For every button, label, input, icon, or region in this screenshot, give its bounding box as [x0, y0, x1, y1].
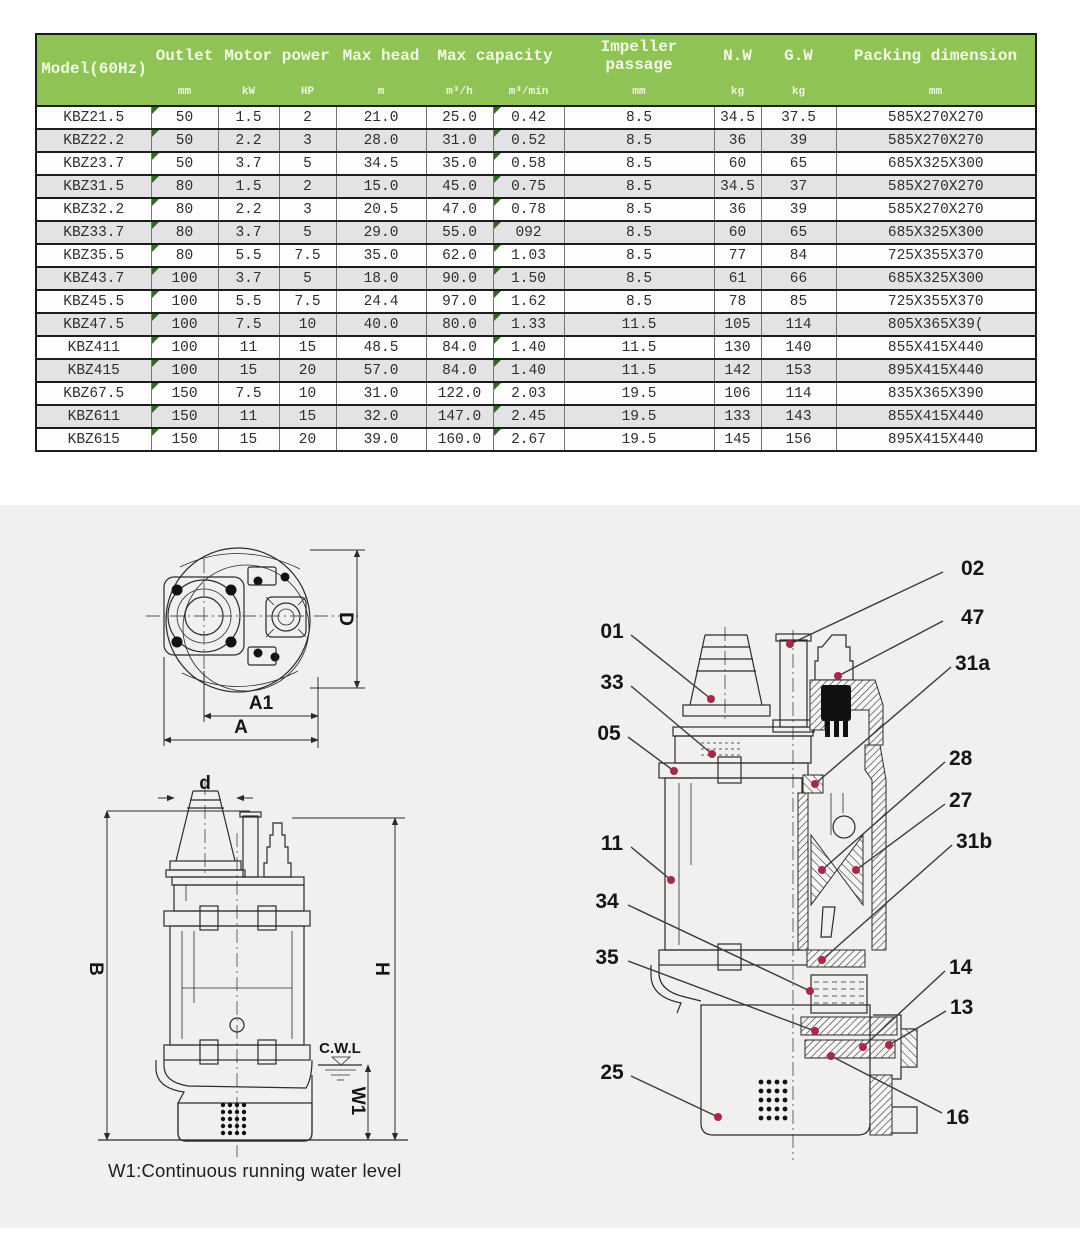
col-header-model: Model(60Hz)	[36, 34, 151, 106]
table-cell: 143	[761, 405, 836, 428]
table-cell: 15.0	[336, 175, 426, 198]
table-cell: 8.5	[564, 244, 714, 267]
table-cell: 77	[714, 244, 761, 267]
oil-chamber-hatch	[814, 982, 864, 1003]
table-cell: 65	[761, 152, 836, 175]
spec-table-section	[35, 33, 1035, 452]
unit-outlet: mm	[151, 79, 218, 106]
table-cell: 5	[279, 152, 336, 175]
table-cell: 34.5	[714, 106, 761, 129]
table-cell: 29.0	[336, 221, 426, 244]
table-cell: 100	[151, 359, 218, 382]
table-cell: 7.5	[279, 244, 336, 267]
table-cell: 40.0	[336, 313, 426, 336]
table-cell: 11.5	[564, 313, 714, 336]
table-cell: 84.0	[426, 359, 493, 382]
table-cell: 122.0	[426, 382, 493, 405]
part-label-25: 25	[600, 1061, 624, 1084]
table-cell: 0.52	[493, 129, 564, 152]
part-label-13: 13	[950, 996, 974, 1019]
table-cell: 57.0	[336, 359, 426, 382]
table-cell: 19.5	[564, 382, 714, 405]
table-row	[36, 428, 1036, 451]
table-cell: 36	[714, 198, 761, 221]
unit-gw: kg	[761, 79, 836, 106]
table-cell: 11.5	[564, 359, 714, 382]
part-label-11: 11	[600, 832, 624, 855]
table-row	[36, 382, 1036, 405]
table-cell: 100	[151, 336, 218, 359]
table-cell: 55.0	[426, 221, 493, 244]
table-cell: 0.58	[493, 152, 564, 175]
table-row	[36, 267, 1036, 290]
water-level-caption: W1:Continuous running water level	[108, 1160, 402, 1181]
table-cell: 855X415X440	[836, 405, 1036, 428]
unit-kw: kW	[218, 79, 279, 106]
table-cell: 7.5	[218, 382, 279, 405]
table-cell: 20	[279, 359, 336, 382]
unit-head: m	[336, 79, 426, 106]
table-cell: 150	[151, 405, 218, 428]
table-cell: 895X415X440	[836, 359, 1036, 382]
table-cell: 10	[279, 313, 336, 336]
table-cell: 60	[714, 152, 761, 175]
table-cell: KBZ32.2	[36, 198, 151, 221]
table-cell: 84	[761, 244, 836, 267]
table-cell: 97.0	[426, 290, 493, 313]
table-cell: 0.42	[493, 106, 564, 129]
table-cell: 585X270X270	[836, 198, 1036, 221]
table-cell: 61	[714, 267, 761, 290]
table-cell: 50	[151, 106, 218, 129]
table-cell: 62.0	[426, 244, 493, 267]
part-label-35: 35	[595, 946, 619, 969]
unit-packing: mm	[836, 79, 1036, 106]
part-label-14: 14	[949, 956, 973, 979]
table-cell: 39	[761, 198, 836, 221]
table-cell: 895X415X440	[836, 428, 1036, 451]
table-row	[36, 244, 1036, 267]
table-cell: 100	[151, 267, 218, 290]
table-cell: 2.2	[218, 129, 279, 152]
table-cell: 153	[761, 359, 836, 382]
table-cell: 80	[151, 221, 218, 244]
table-cell: 1.5	[218, 175, 279, 198]
col-header-max-capacity: Max capacity	[426, 34, 564, 79]
table-cell: 2.67	[493, 428, 564, 451]
table-cell: 80	[151, 198, 218, 221]
table-cell: 2.45	[493, 405, 564, 428]
table-cell: 1.62	[493, 290, 564, 313]
table-cell: 8.5	[564, 106, 714, 129]
table-cell: 48.5	[336, 336, 426, 359]
top-view-dimensions	[164, 550, 365, 748]
table-row	[36, 175, 1036, 198]
top-view-body	[146, 548, 362, 692]
table-cell: 78	[714, 290, 761, 313]
table-row	[36, 336, 1036, 359]
front-view-drawing	[60, 773, 450, 1165]
table-cell: 39.0	[336, 428, 426, 451]
unit-impeller: mm	[564, 79, 714, 106]
table-cell: KBZ35.5	[36, 244, 151, 267]
table-cell: 8.5	[564, 152, 714, 175]
table-cell: KBZ415	[36, 359, 151, 382]
table-cell: 147.0	[426, 405, 493, 428]
front-view-body	[156, 781, 312, 1157]
table-cell: KBZ43.7	[36, 267, 151, 290]
unit-hp: HP	[279, 79, 336, 106]
col-header-packing-dimension: Packing dimension	[836, 34, 1036, 79]
table-cell: KBZ45.5	[36, 290, 151, 313]
table-cell: 805X365X39(	[836, 313, 1036, 336]
table-row	[36, 359, 1036, 382]
dim-label-A1: A1	[248, 693, 274, 714]
table-cell: 100	[151, 290, 218, 313]
table-cell: 685X325X300	[836, 152, 1036, 175]
table-cell: 114	[761, 313, 836, 336]
table-cell: 1.5	[218, 106, 279, 129]
table-cell: 50	[151, 129, 218, 152]
table-row	[36, 405, 1036, 428]
table-cell: 145	[714, 428, 761, 451]
table-cell: 25.0	[426, 106, 493, 129]
part-label-47: 47	[961, 606, 985, 629]
spec-table-body	[36, 106, 1036, 451]
table-cell: 19.5	[564, 405, 714, 428]
table-cell: 855X415X440	[836, 336, 1036, 359]
table-cell: 133	[714, 405, 761, 428]
part-label-01: 01	[600, 620, 624, 643]
table-cell: 5	[279, 221, 336, 244]
table-cell: 28.0	[336, 129, 426, 152]
table-cell: 37	[761, 175, 836, 198]
section-callouts	[595, 557, 992, 1129]
table-cell: 1.03	[493, 244, 564, 267]
table-cell: 7.5	[279, 290, 336, 313]
table-cell: 585X270X270	[836, 106, 1036, 129]
table-row	[36, 106, 1036, 129]
table-cell: 685X325X300	[836, 267, 1036, 290]
table-cell: 80	[151, 175, 218, 198]
table-cell: 3.7	[218, 152, 279, 175]
col-header-outlet: Outlet	[151, 34, 218, 79]
col-header-max-head: Max head	[336, 34, 426, 79]
table-cell: 15	[218, 428, 279, 451]
table-cell: KBZ33.7	[36, 221, 151, 244]
cwl-label: C.W.L	[319, 1040, 361, 1057]
table-cell: 34.5	[714, 175, 761, 198]
table-cell: 15	[218, 359, 279, 382]
table-cell: 585X270X270	[836, 175, 1036, 198]
part-label-02: 02	[961, 557, 985, 580]
part-label-05: 05	[597, 722, 621, 745]
top-view-drawing	[60, 537, 440, 777]
table-cell: 092	[493, 221, 564, 244]
table-cell: 37.5	[761, 106, 836, 129]
table-cell: KBZ21.5	[36, 106, 151, 129]
col-header-motor-power: Motor power	[218, 34, 336, 79]
table-cell: 80	[151, 244, 218, 267]
table-cell: 100	[151, 313, 218, 336]
table-cell: 80.0	[426, 313, 493, 336]
table-cell: 140	[761, 336, 836, 359]
table-cell: 60	[714, 221, 761, 244]
part-label-34: 34	[595, 890, 619, 913]
table-cell: 105	[714, 313, 761, 336]
unit-m3h: m³/h	[426, 79, 493, 106]
table-cell: KBZ47.5	[36, 313, 151, 336]
table-cell: 20	[279, 428, 336, 451]
table-cell: 2.2	[218, 198, 279, 221]
table-cell: 18.0	[336, 267, 426, 290]
table-cell: 50	[151, 152, 218, 175]
table-cell: 8.5	[564, 129, 714, 152]
table-cell: 8.5	[564, 175, 714, 198]
dim-label-B: B	[85, 962, 106, 976]
table-cell: 31.0	[426, 129, 493, 152]
table-cell: 0.78	[493, 198, 564, 221]
table-cell: 20.5	[336, 198, 426, 221]
front-view-dimensions	[85, 773, 408, 1140]
table-cell: KBZ615	[36, 428, 151, 451]
dim-label-D: D	[335, 612, 356, 626]
table-cell: 685X325X300	[836, 221, 1036, 244]
table-cell: 31.0	[336, 382, 426, 405]
table-cell: 11	[218, 405, 279, 428]
part-label-16: 16	[946, 1106, 970, 1129]
table-cell: 24.4	[336, 290, 426, 313]
table-cell: 3.7	[218, 221, 279, 244]
dim-label-A: A	[234, 717, 248, 738]
table-cell: 90.0	[426, 267, 493, 290]
table-cell: 35.0	[426, 152, 493, 175]
table-cell: KBZ411	[36, 336, 151, 359]
spec-table-header	[36, 34, 1036, 106]
table-cell: 150	[151, 428, 218, 451]
col-header-nw: N.W	[714, 34, 761, 79]
table-cell: KBZ67.5	[36, 382, 151, 405]
dim-label-d: d	[199, 773, 211, 794]
part-label-28: 28	[949, 747, 973, 770]
table-cell: 65	[761, 221, 836, 244]
part-label-27: 27	[949, 789, 973, 812]
table-cell: 5	[279, 267, 336, 290]
table-cell: 835X365X390	[836, 382, 1036, 405]
table-cell: 160.0	[426, 428, 493, 451]
table-cell: 114	[761, 382, 836, 405]
table-cell: 8.5	[564, 198, 714, 221]
part-label-33: 33	[600, 671, 624, 694]
table-cell: 106	[714, 382, 761, 405]
col-header-impeller-passage: Impeller passage	[564, 34, 714, 79]
table-cell: 142	[714, 359, 761, 382]
table-cell: 11	[218, 336, 279, 359]
dim-label-H: H	[371, 962, 392, 976]
table-cell: 39	[761, 129, 836, 152]
table-cell: KBZ23.7	[36, 152, 151, 175]
table-cell: 725X355X370	[836, 244, 1036, 267]
unit-m3min: m³/min	[493, 79, 564, 106]
table-cell: 1.50	[493, 267, 564, 290]
water-level-symbol	[318, 1057, 362, 1080]
table-cell: KBZ31.5	[36, 175, 151, 198]
table-cell: 84.0	[426, 336, 493, 359]
table-cell: 2	[279, 106, 336, 129]
table-cell: 8.5	[564, 267, 714, 290]
table-cell: 34.5	[336, 152, 426, 175]
table-cell: 5.5	[218, 290, 279, 313]
table-cell: 2.03	[493, 382, 564, 405]
table-cell: 5.5	[218, 244, 279, 267]
table-cell: 725X355X370	[836, 290, 1036, 313]
table-cell: 11.5	[564, 336, 714, 359]
table-cell: 45.0	[426, 175, 493, 198]
table-cell: 85	[761, 290, 836, 313]
unit-nw: kg	[714, 79, 761, 106]
table-row	[36, 313, 1036, 336]
strainer-dots	[221, 1103, 246, 1135]
table-cell: KBZ611	[36, 405, 151, 428]
table-cell: 66	[761, 267, 836, 290]
table-cell: 150	[151, 382, 218, 405]
table-cell: 1.33	[493, 313, 564, 336]
dim-label-W1: W1	[347, 1086, 368, 1116]
spec-table	[35, 33, 1037, 452]
table-cell: 36	[714, 129, 761, 152]
table-row	[36, 290, 1036, 313]
table-row	[36, 198, 1036, 221]
table-cell: 8.5	[564, 290, 714, 313]
table-cell: 3.7	[218, 267, 279, 290]
table-row	[36, 221, 1036, 244]
table-cell: 15	[279, 405, 336, 428]
table-cell: 1.40	[493, 336, 564, 359]
table-cell: 35.0	[336, 244, 426, 267]
cross-section-drawing	[555, 535, 1080, 1185]
col-header-gw: G.W	[761, 34, 836, 79]
table-cell: 585X270X270	[836, 129, 1036, 152]
drawing-panel	[0, 505, 1080, 1228]
table-cell: 21.0	[336, 106, 426, 129]
table-cell: 19.5	[564, 428, 714, 451]
table-cell: 1.40	[493, 359, 564, 382]
table-cell: 47.0	[426, 198, 493, 221]
table-cell: 32.0	[336, 405, 426, 428]
table-cell: KBZ22.2	[36, 129, 151, 152]
table-cell: 130	[714, 336, 761, 359]
table-cell: 156	[761, 428, 836, 451]
table-row	[36, 152, 1036, 175]
table-row	[36, 129, 1036, 152]
part-label-31a: 31a	[955, 652, 991, 675]
table-cell: 8.5	[564, 221, 714, 244]
table-cell: 10	[279, 382, 336, 405]
table-cell: 2	[279, 175, 336, 198]
part-label-31b: 31b	[956, 830, 993, 853]
table-cell: 15	[279, 336, 336, 359]
table-cell: 7.5	[218, 313, 279, 336]
table-cell: 0.75	[493, 175, 564, 198]
section-strainer-dots	[759, 1080, 788, 1121]
table-cell: 3	[279, 198, 336, 221]
table-cell: 3	[279, 129, 336, 152]
